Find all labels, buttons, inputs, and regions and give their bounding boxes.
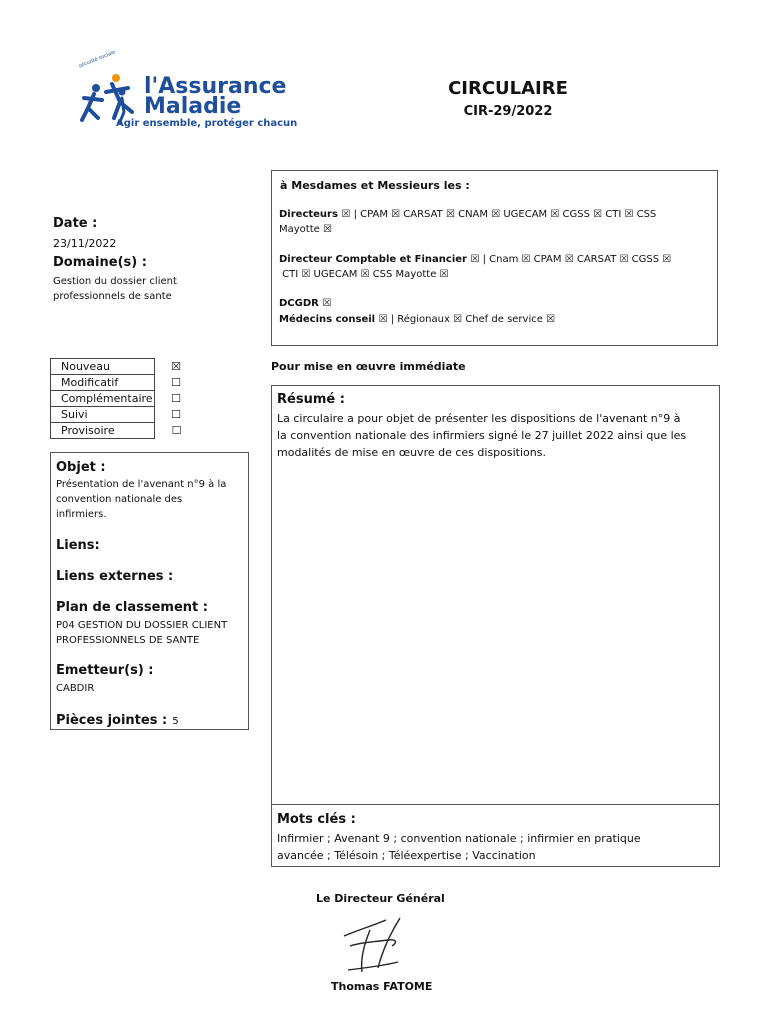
resume-line-3: modalités de mise en œuvre de ces dispositions. <box>277 446 546 459</box>
directeurs-label: Directeurs ☒ <box>279 209 351 220</box>
status-checkbox[interactable]: ☐ <box>171 408 181 421</box>
medecins-line <box>279 314 555 325</box>
resume-box <box>271 385 720 867</box>
recipients-title: à Mesdames et Messieurs les : <box>280 179 470 192</box>
liens-externes-label: Liens externes : <box>56 569 174 584</box>
resume-line-1: La circulaire a pour objet de présenter les dispositions de l'avenant n°9 à <box>277 412 681 425</box>
dcgdr-line: DCGDR ☒ <box>279 298 332 309</box>
liens-label: Liens: <box>56 538 100 553</box>
signature-title: Le Directeur Général <box>316 892 445 905</box>
logo-line-1: l'Assurance <box>144 74 287 99</box>
directeurs-list: | CPAM ☒ CARSAT ☒ CNAM ☒ UGECAM ☒ CGSS ☒ CTI ☒ CSS <box>350 209 657 220</box>
logo-tagline: Agir ensemble, protéger chacun <box>116 118 298 129</box>
status-checkbox[interactable]: ☐ <box>171 392 181 405</box>
mots-cles-line-2: avancée ; Télésoin ; Téléexpertise ; Vaccination <box>277 849 536 862</box>
status-label: Modificatif <box>51 375 155 391</box>
date-label: Date : <box>53 216 98 231</box>
dcf-list: | Cnam ☒ CPAM ☒ CARSAT ☒ CGSS ☒ <box>479 254 672 265</box>
domain-label: Domaine(s) : <box>53 255 147 270</box>
doc-type-title: CIRCULAIRE <box>448 78 568 99</box>
signature-image <box>338 912 408 978</box>
objet-label: Objet : <box>56 460 106 475</box>
objet-line-3: infirmiers. <box>56 509 107 520</box>
medecins-label: Médecins conseil ☒ <box>279 314 388 325</box>
status-label: Nouveau <box>51 359 155 375</box>
directeurs-line-2: Mayotte ☒ <box>279 224 332 235</box>
mots-cles-line-1: Infirmier ; Avenant 9 ; convention nationale ; infirmier en pratique <box>277 832 641 845</box>
pieces-label: Pièces jointes : <box>56 713 168 728</box>
pieces-line <box>56 709 179 729</box>
emetteur-label: Emetteur(s) : <box>56 663 154 678</box>
mots-cles-label: Mots clés : <box>277 812 356 827</box>
status-label: Suivi <box>51 407 155 423</box>
divider <box>272 804 719 805</box>
objet-line-2: convention nationale des <box>56 494 183 505</box>
dcf-label: Directeur Comptable et Financier ☒ <box>279 254 480 265</box>
recipients-box <box>271 170 718 346</box>
objet-box <box>50 452 249 730</box>
date-value: 23/11/2022 <box>53 237 117 250</box>
status-label: Complémentaire <box>51 391 155 407</box>
classement-label: Plan de classement : <box>56 600 208 615</box>
doc-number: CIR-29/2022 <box>463 104 553 119</box>
status-row <box>51 391 182 407</box>
classement-line-2: PROFESSIONNELS DE SANTE <box>56 635 200 646</box>
status-row <box>51 359 182 375</box>
signatory-name: Thomas FATOME <box>331 980 433 993</box>
mise-en-oeuvre: Pour mise en œuvre immédiate <box>271 360 466 373</box>
pieces-value: 5 <box>172 716 179 727</box>
domain-value-2: professionnels de sante <box>53 291 172 302</box>
status-row <box>51 375 182 391</box>
resume-label: Résumé : <box>277 392 345 407</box>
status-checkbox[interactable]: ☒ <box>171 360 181 373</box>
status-checkbox[interactable]: ☐ <box>171 376 181 389</box>
status-table <box>50 358 182 439</box>
objet-line-1: Présentation de l'avenant n°9 à la <box>56 479 227 490</box>
dcf-line-2: CTI ☒ UGECAM ☒ CSS Mayotte ☒ <box>279 269 449 280</box>
status-row <box>51 407 182 423</box>
status-checkbox[interactable]: ☐ <box>171 424 182 437</box>
classement-line-1: P04 GESTION DU DOSSIER CLIENT <box>56 620 228 631</box>
resume-line-2: la convention nationale des infirmiers signé le 27 juillet 2022 ainsi que les <box>277 429 687 442</box>
logo-line-2: Maladie <box>144 94 242 119</box>
dcf-line <box>279 254 671 265</box>
medecins-list: | Régionaux ☒ Chef de service ☒ <box>387 314 556 325</box>
logo-arc-text: sécurité sociale <box>78 49 117 70</box>
logo <box>76 49 298 130</box>
emetteur-value: CABDIR <box>56 683 95 694</box>
status-label: Provisoire <box>51 423 155 439</box>
status-row <box>51 423 182 439</box>
domain-value-1: Gestion du dossier client <box>53 276 177 287</box>
directeurs-line <box>279 209 656 220</box>
